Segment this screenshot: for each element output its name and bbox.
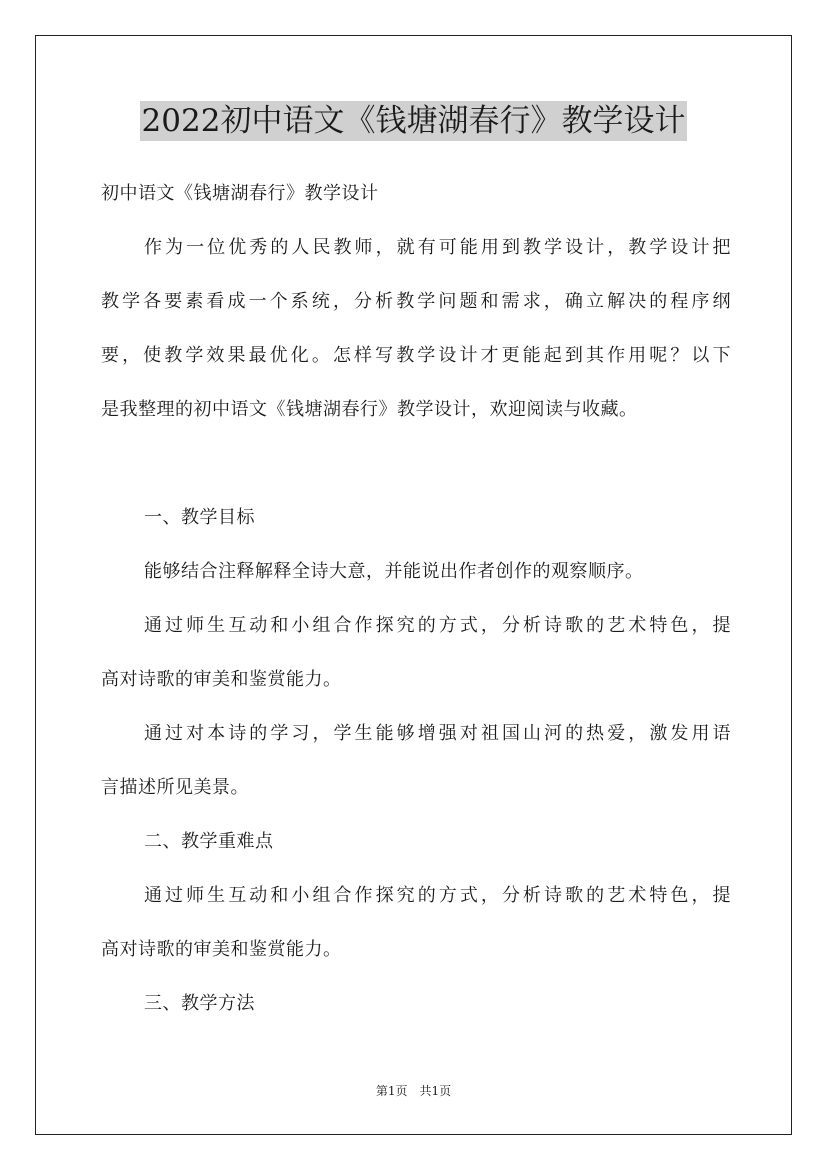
difficulties-line-1: 通过师生互动和小组合作探究的方式，分析诗歌的艺术特色，提: [144, 885, 731, 906]
document-subtitle: 初中语文《钱塘湖春行》教学设计: [101, 183, 379, 204]
goal-2-line-1: 通过师生互动和小组合作探究的方式，分析诗歌的艺术特色，提: [144, 615, 731, 636]
difficulties-line-2: 高对诗歌的审美和鉴赏能力。: [101, 939, 342, 960]
goal-1: 能够结合注释解释全诗大意，并能说出作者创作的观察顺序。: [144, 561, 644, 582]
section-heading-goals: 一、教学目标: [144, 507, 255, 528]
goal-3-line-1: 通过对本诗的学习，学生能够增强对祖国山河的热爱，激发用语: [144, 723, 731, 744]
goal-2-line-2: 高对诗歌的审美和鉴赏能力。: [101, 669, 342, 690]
goal-3-line-2: 言描述所见美景。: [101, 777, 249, 798]
page-footer: 第1页 共1页: [375, 1084, 452, 1098]
section-heading-methods: 三、教学方法: [144, 993, 255, 1014]
intro-line-1: 作为一位优秀的人民教师，就有可能用到教学设计，教学设计把: [144, 237, 731, 258]
document-title: 2022初中语文《钱塘湖春行》教学设计: [141, 103, 686, 139]
intro-line-4: 是我整理的初中语文《钱塘湖春行》教学设计，欢迎阅读与收藏。: [101, 399, 638, 420]
intro-line-2: 教学各要素看成一个系统，分析教学问题和需求，确立解决的程序纲: [101, 291, 731, 312]
intro-line-3: 要，使教学效果最优化。怎样写教学设计才更能起到其作用呢？以下: [101, 345, 731, 366]
section-heading-difficulties: 二、教学重难点: [144, 831, 274, 852]
title-wrap: [0, 101, 827, 141]
